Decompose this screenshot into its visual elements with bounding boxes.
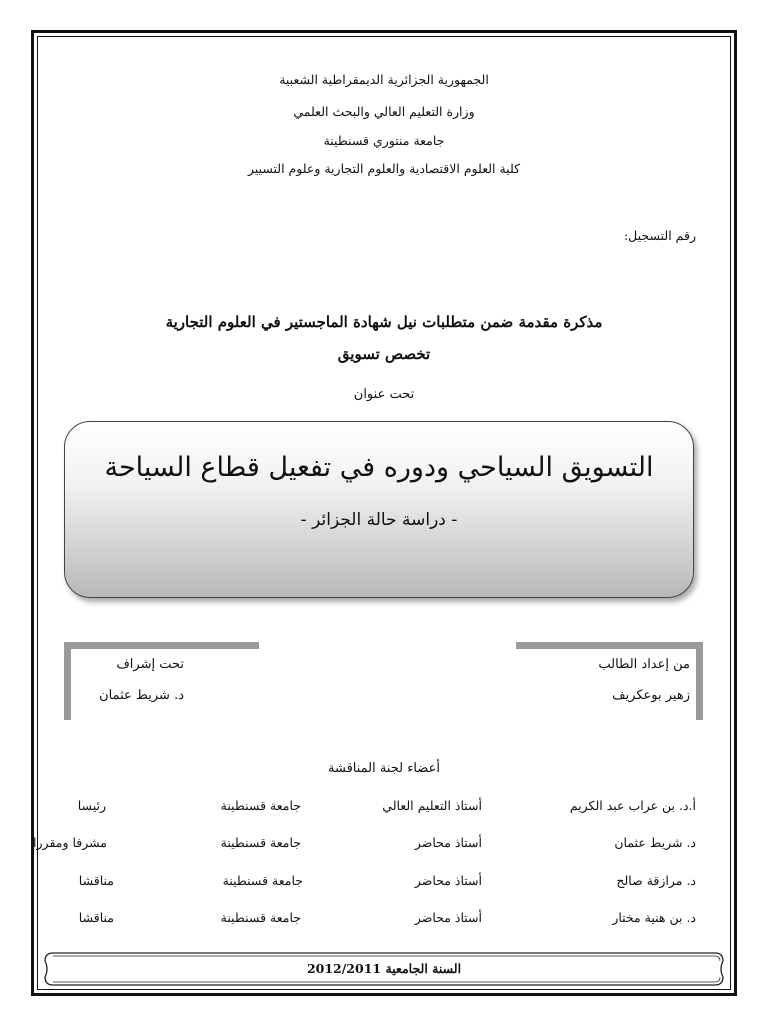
member-name: د. شريط عثمان [614, 835, 696, 850]
member-university: جامعة قسنطينة [220, 798, 301, 813]
thesis-subtitle: - دراسة حالة الجزائر - [300, 510, 458, 530]
student-label: من إعداد الطالب [598, 657, 690, 672]
student-name: زهير بوعكريف [612, 688, 690, 703]
title-box [64, 421, 694, 598]
academic-year: السنة الجامعية 2012/2011 [306, 961, 462, 976]
student-bracket-top [516, 642, 703, 649]
supervisor-bracket-top [64, 642, 259, 649]
member-rank: أستاذ محاضر [414, 910, 482, 925]
committee-title: أعضاء لجنة المناقشة [328, 761, 440, 776]
thesis-statement: مذكرة مقدمة ضمن متطلبات نيل شهادة الماجستير في العلوم التجارية [165, 313, 603, 331]
member-role: مناقشا [78, 910, 114, 925]
country-name: الجمهورية الجزائرية الديمقراطية الشعبية [279, 72, 489, 87]
member-role: رئيسا [77, 798, 106, 813]
university-name: جامعة منتوري قسنطينة [323, 133, 445, 148]
member-name: أ.د. بن عراب عبد الكريم [569, 798, 696, 813]
member-role: مناقشا [78, 873, 114, 888]
academic-year-box [41, 952, 727, 986]
student-bracket-side [696, 642, 703, 720]
member-name: د. بن هنية مختار [612, 910, 696, 925]
registration-label: رقم التسجيل: [623, 228, 696, 243]
member-role: مشرفا ومقررا [33, 835, 107, 850]
member-name: د. مرازقة صالح [616, 873, 696, 888]
thesis-title: التسويق السياحي ودوره في تفعيل قطاع السياحة [104, 452, 654, 483]
specialty: تخصص تسويق [337, 345, 431, 363]
under-title-label: تحت عنوان [353, 387, 415, 402]
ministry-name: وزارة التعليم العالي والبحث العلمي [293, 104, 475, 119]
member-university: جامعة قسنطينة [220, 910, 301, 925]
member-university: جامعة قسنطينة [222, 873, 303, 888]
faculty-name: كلية العلوم الاقتصادية والعلوم التجارية وعلوم التسيير [247, 161, 521, 176]
supervisor-name: د. شريط عثمان [99, 688, 184, 703]
member-rank: أستاذ التعليم العالي [382, 798, 482, 813]
supervisor-label: تحت إشراف [116, 657, 184, 672]
member-rank: أستاذ محاضر [414, 873, 482, 888]
member-rank: أستاذ محاضر [414, 835, 482, 850]
member-university: جامعة قسنطينة [220, 835, 301, 850]
supervisor-bracket-side [64, 642, 71, 720]
